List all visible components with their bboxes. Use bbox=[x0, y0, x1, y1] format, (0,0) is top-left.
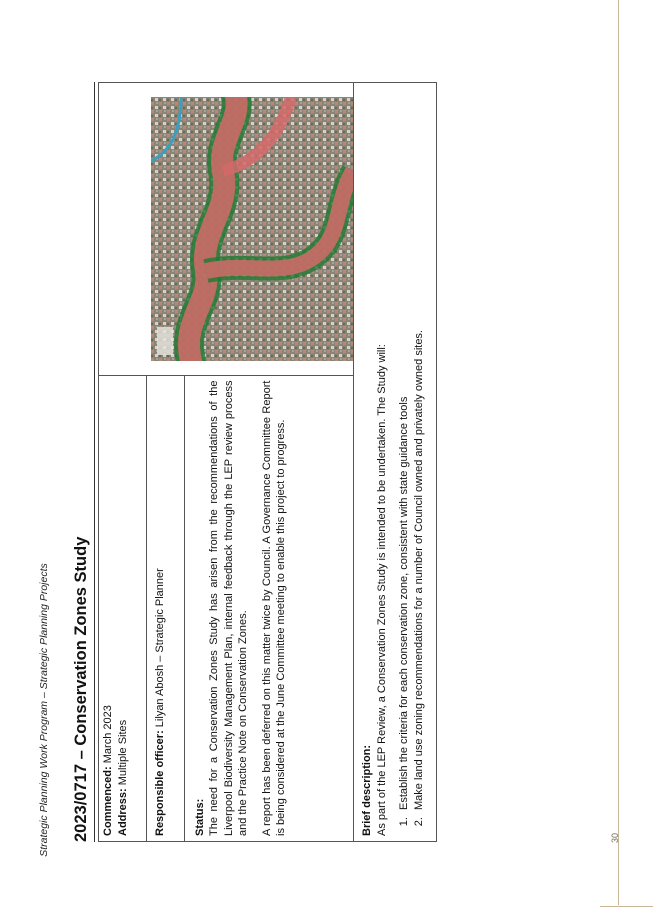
status-paragraph-2: A report has been deferred on this matter twice by Council. A Governance Committee Report is being considered at the June Committee meeting to enable this project to progress. bbox=[260, 380, 288, 836]
commenced-value: March 2023 bbox=[102, 705, 114, 764]
officer-label: Responsible officer: bbox=[154, 730, 167, 836]
brief-label: Brief description: bbox=[361, 744, 373, 836]
running-header: Strategic Planning Work Program – Strategic Planning Projects bbox=[38, 563, 50, 857]
list-item: 1. Establish the criteria for each conservation zone, consistent with state guidance tools bbox=[397, 88, 412, 814]
commenced-label: Commenced: bbox=[102, 766, 114, 836]
title-rule bbox=[94, 82, 95, 842]
list-item: 2. Make land use zoning recommendations for a number of Council owned and privately owned sites. bbox=[412, 88, 427, 814]
map-cell bbox=[99, 83, 354, 376]
address-label: Address: bbox=[116, 788, 129, 836]
aerial-map-image bbox=[151, 97, 353, 361]
brief-intro: As part of the LEP Review, a Conservation Zones Study is intended to be undertaken. The Study will: bbox=[375, 344, 388, 836]
status-cell bbox=[184, 375, 353, 841]
project-title: 2023/0717 – Conservation Zones Study bbox=[72, 536, 90, 842]
brief-list bbox=[397, 88, 426, 836]
project-table bbox=[98, 82, 437, 842]
aerial-map-svg bbox=[151, 97, 353, 361]
status-paragraph-1: The need for a Conservation Zones Study has arisen from the recommendations of the Liverpool Biodiversity Management Plan, internal feedback through the LEP review process and the Practice Note on Conservation Zones. bbox=[208, 380, 250, 836]
address-value: Multiple Sites bbox=[116, 719, 129, 786]
page-margin-line bbox=[618, 0, 619, 905]
brief-description-cell bbox=[354, 83, 437, 842]
project-sheet bbox=[62, 82, 424, 842]
officer-value: Lilyan Abosh – Strategic Planner bbox=[154, 568, 167, 728]
page-footer-line bbox=[600, 906, 653, 907]
page-number: 30 bbox=[610, 833, 620, 844]
dates-cell bbox=[99, 375, 147, 841]
officer-cell bbox=[147, 375, 185, 841]
status-label: Status: bbox=[193, 798, 206, 836]
industrial-block bbox=[157, 327, 173, 355]
